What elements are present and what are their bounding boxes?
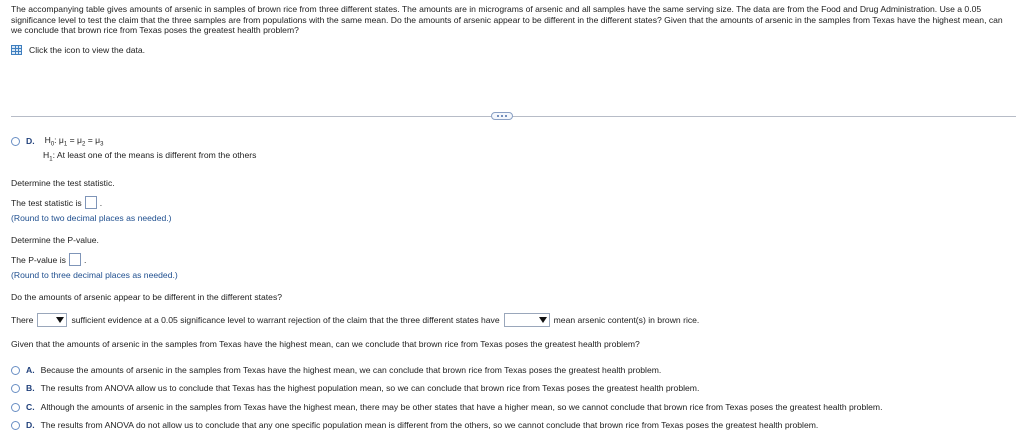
dot-icon [505, 115, 507, 117]
radio-button[interactable] [11, 366, 20, 375]
option-letter: A. [26, 365, 35, 375]
question-text: The accompanying table gives amounts of arsenic in samples of brown rice from three different states. The amounts are in micrograms of arsenic and all samples have the same serving size. The data are from the Food and Drug Administration. Use a 0.05 significance level to test the claim that the three samples are from populations with the same mean. Do the amounts of arsenic appear to be different in the different states? Given that the amounts of arsenic in the samples from Texas have the highest mean, can we conclude that brown rice from Texas poses the greatest health problem? [11, 4, 1003, 36]
dot-icon [501, 115, 503, 117]
option-letter: D. [26, 420, 35, 430]
p-value-label: The P-value is [11, 254, 66, 265]
view-data-link[interactable] [11, 45, 145, 55]
p-value-row: The P-value is . [11, 254, 87, 265]
conclusion-middle-text: sufficient evidence at a 0.05 significance level to warrant rejection of the claim that the three different states have [71, 315, 500, 325]
test-statistic-hint: (Round to two decimal places as needed.) [11, 213, 172, 223]
view-data-label: Click the icon to view the data. [29, 45, 146, 55]
dot-icon [497, 115, 499, 117]
dropdown-arrow-icon [56, 317, 64, 323]
radio-button[interactable] [11, 403, 20, 412]
p-value-prompt: Determine the P-value. [11, 235, 99, 245]
health-option-a[interactable] [11, 365, 661, 375]
test-statistic-label: The test statistic is [11, 197, 82, 208]
radio-button[interactable] [11, 137, 20, 146]
alternative-hypothesis: $H_1$: At least one of the means is different from the others [43, 150, 257, 163]
mean-comparison-dropdown[interactable] [504, 313, 550, 327]
radio-button[interactable] [11, 384, 20, 393]
option-text: Although the amounts of arsenic in the samples from Texas have the highest mean, there may be other states that have a higher mean, so we cannot conclude that brown rice from Texas poses the greatest health problem. [40, 402, 883, 412]
conclusion-end-text: mean arsenic content(s) in brown rice. [553, 315, 700, 325]
option-letter: B. [26, 383, 35, 393]
null-hypothesis: $H_0$: $\mu_1 = \mu_2 = \mu_3$ [44, 135, 104, 148]
dropdown-arrow-icon [539, 317, 547, 323]
option-letter: C. [26, 402, 35, 412]
radio-button[interactable] [11, 421, 20, 430]
health-question-prompt: Given that the amounts of arsenic in the samples from Texas have the highest mean, can we conclude that brown rice from Texas poses the greatest health problem? [11, 339, 640, 349]
p-value-hint: (Round to three decimal places as needed.) [11, 270, 178, 280]
health-option-b[interactable] [11, 383, 699, 393]
test-statistic-input[interactable] [85, 196, 97, 209]
conclusion-sentence [11, 313, 699, 327]
health-option-c[interactable] [11, 402, 882, 412]
evidence-dropdown[interactable] [37, 313, 67, 327]
section-divider [11, 116, 1016, 117]
option-letter: D. [26, 136, 35, 147]
expand-more-button[interactable] [491, 112, 513, 120]
test-statistic-row: The test statistic is . [11, 197, 103, 208]
health-option-d[interactable] [11, 420, 818, 430]
p-value-input[interactable] [69, 253, 81, 266]
test-statistic-prompt: Determine the test statistic. [11, 178, 115, 188]
option-text: Because the amounts of arsenic in the samples from Texas have the highest mean, we can conclude that brown rice from Texas poses the greatest health problem. [40, 365, 662, 375]
table-icon[interactable] [11, 45, 22, 55]
option-text: The results from ANOVA do not allow us to conclude that any one specific population mean is different from the others, so we cannot conclude that brown rice from Texas poses the greatest health problem. [40, 420, 819, 430]
option-text: The results from ANOVA allow us to conclude that Texas has the highest population mean, so we can conclude that brown rice from Texas poses the greatest health problem. [40, 383, 700, 393]
conclusion-prompt: Do the amounts of arsenic appear to be different in the different states? [11, 292, 283, 302]
there-label: There [11, 315, 34, 325]
hypothesis-option-d[interactable] [11, 135, 103, 148]
